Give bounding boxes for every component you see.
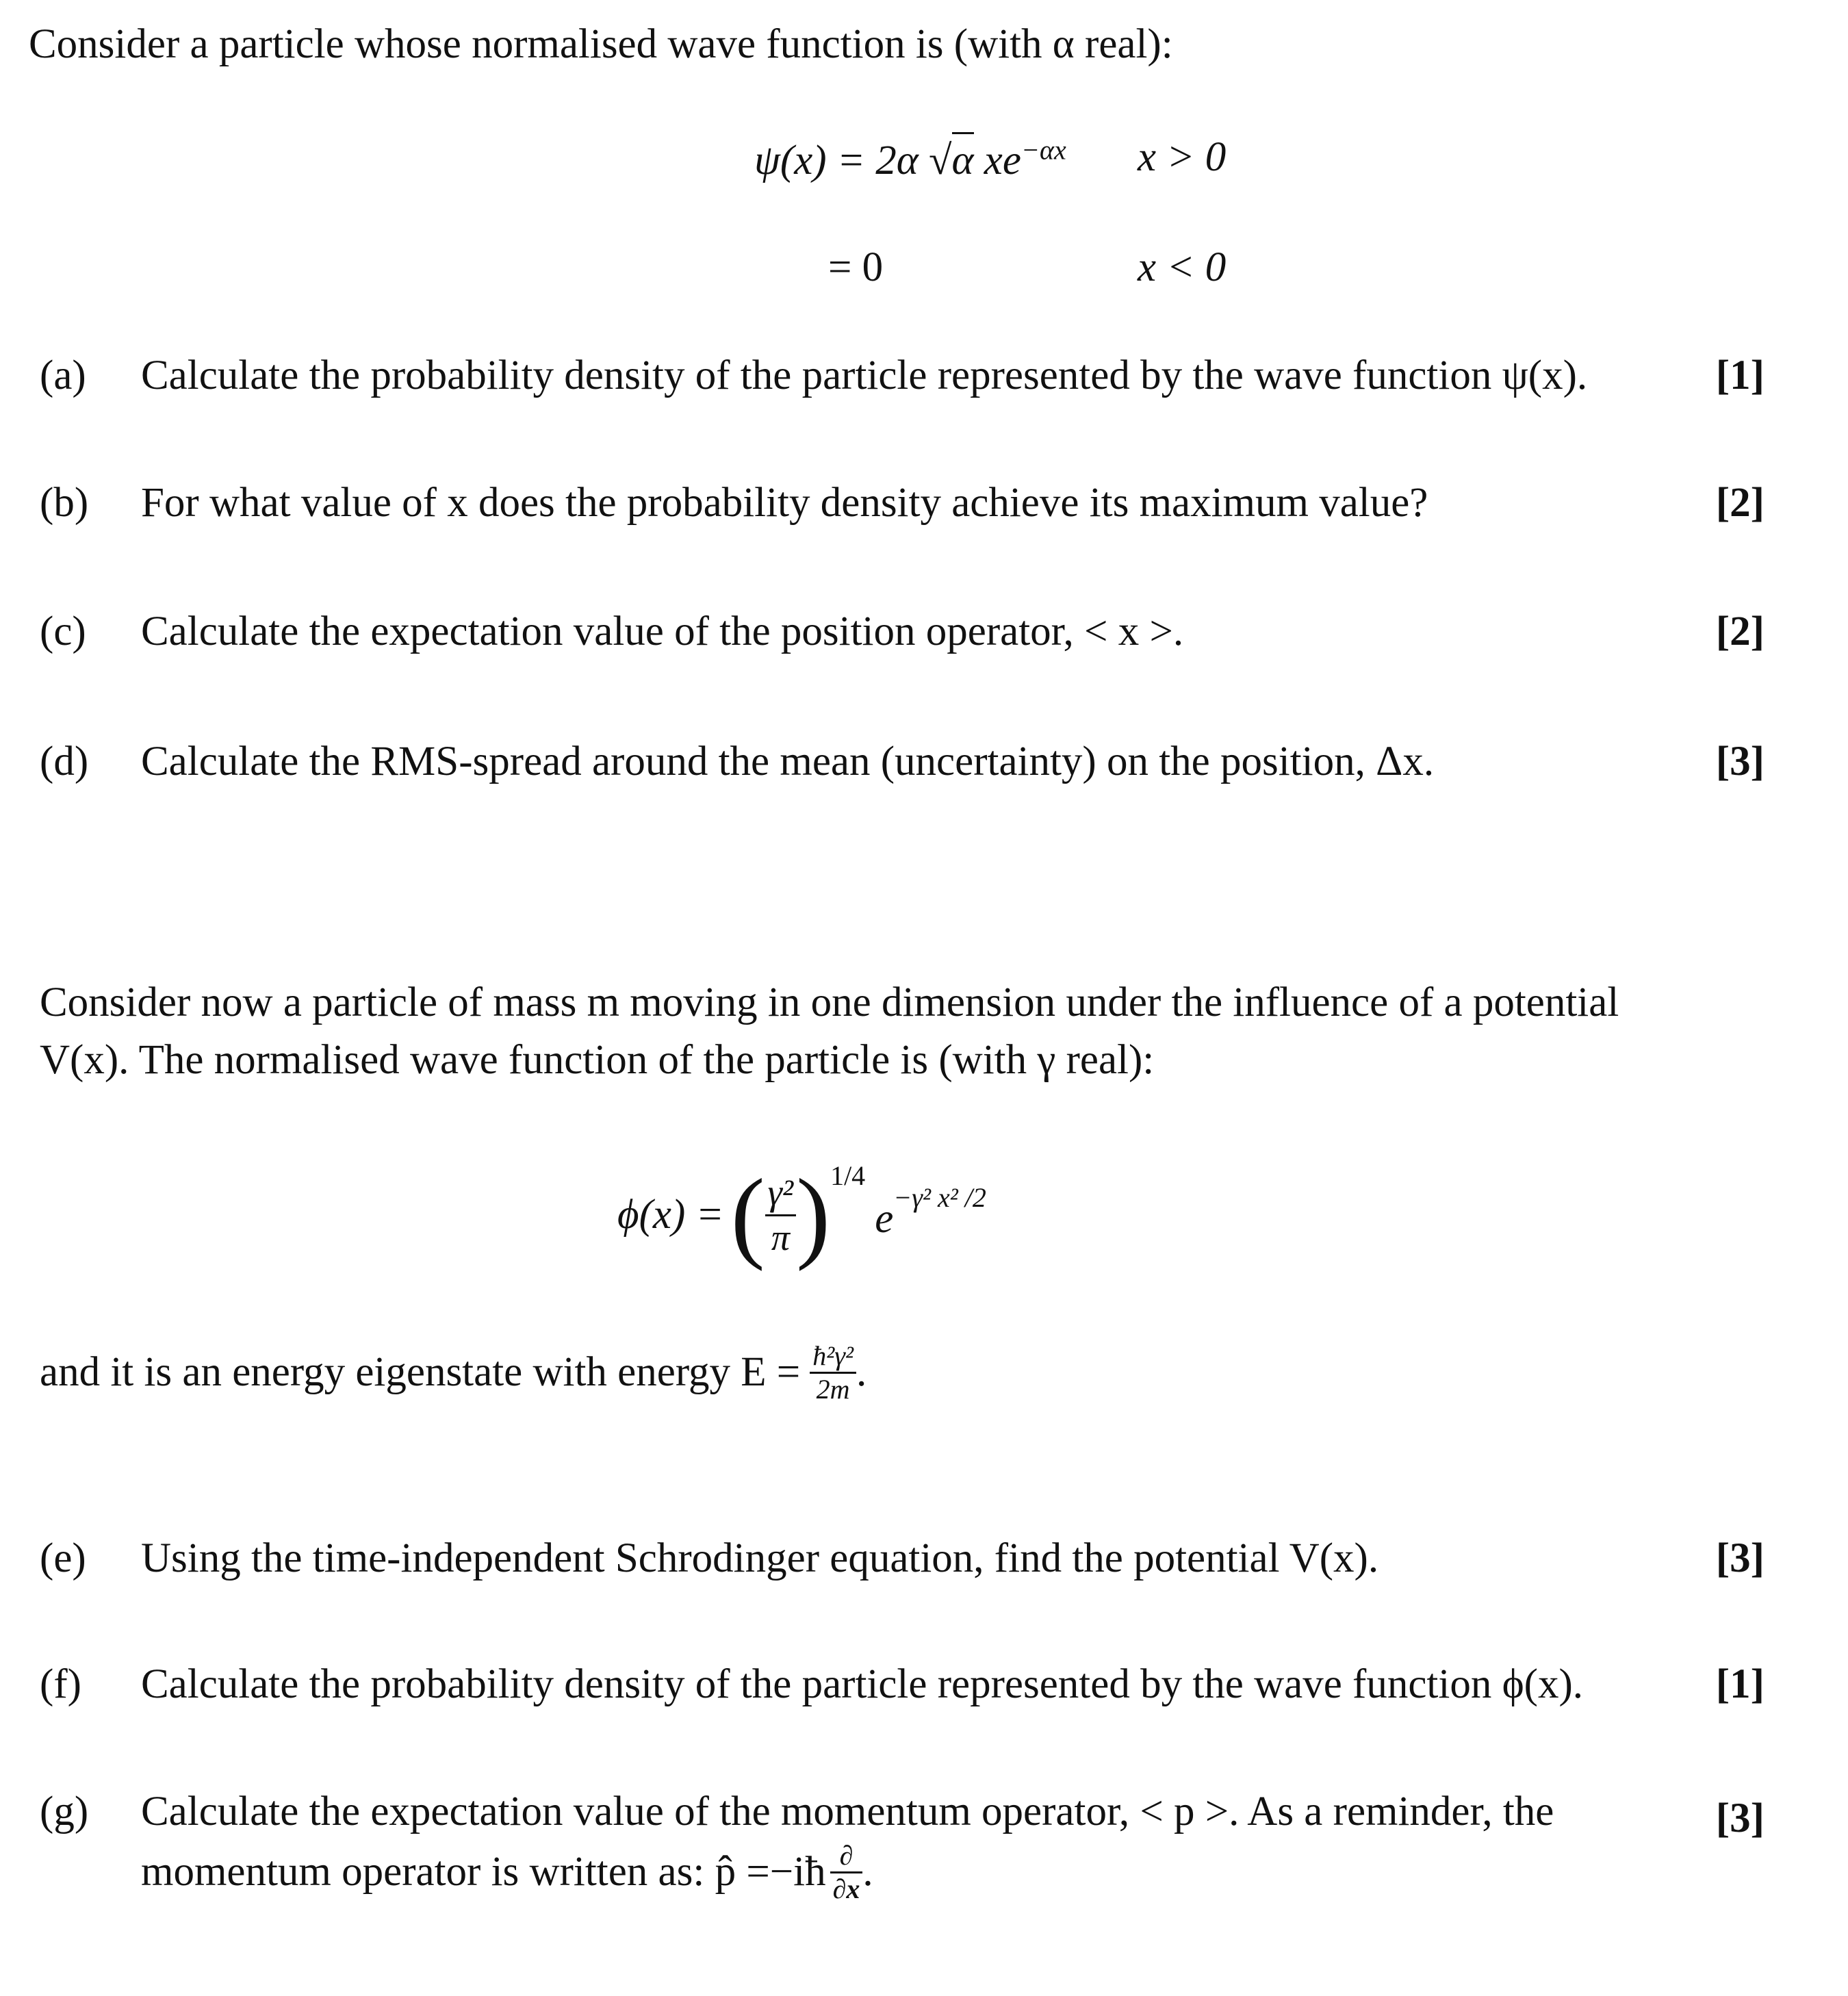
- phi-frac-num: γ²: [765, 1171, 796, 1216]
- energy-den: 2m: [816, 1373, 850, 1405]
- psi-condition-positive: x > 0: [1138, 134, 1227, 180]
- psi-condition-negative: x < 0: [1138, 244, 1227, 290]
- question-label: (a): [40, 353, 86, 398]
- question-label: (e): [40, 1535, 86, 1581]
- operator-num: ∂: [830, 1840, 863, 1873]
- energy-num: ħ²γ²: [810, 1340, 856, 1374]
- psi-equation: [754, 132, 1066, 185]
- question-text-line1: Calculate the expectation value of the momentum operator, < p >. As a reminder, the: [141, 1789, 1554, 1834]
- energy-fraction: [810, 1340, 856, 1405]
- left-paren: (: [730, 1158, 765, 1272]
- right-paren: ): [796, 1158, 831, 1272]
- sqrt-symbol: √: [929, 138, 952, 183]
- question-marks: [1]: [1715, 1661, 1764, 1707]
- question-text: Using the time-independent Schrodinger equation, find the potential V(x).: [141, 1535, 1379, 1581]
- question-label: (b): [40, 480, 89, 526]
- sqrt-argument: α: [952, 132, 974, 185]
- intro-text-2-line2: V(x). The normalised wave function of the particle is (with γ real):: [40, 1037, 1155, 1083]
- phi-exponent: −γ² x² /2: [893, 1182, 986, 1213]
- intro-text-2-line1: Consider now a particle of mass m moving in one dimension under the influence of a potential: [40, 980, 1619, 1025]
- phi-fraction: [765, 1171, 796, 1258]
- question-text: Calculate the RMS-spread around the mean (uncertainty) on the position, Δx.: [141, 739, 1435, 784]
- question-label: (c): [40, 609, 86, 654]
- question-marks: [3]: [1715, 1795, 1764, 1841]
- question-text: Calculate the probability density of the particle represented by the wave function ψ(x).: [141, 353, 1588, 398]
- energy-end: .: [856, 1349, 867, 1396]
- intro-text-1: Consider a particle whose normalised wave function is (with α real):: [29, 21, 1173, 67]
- question-marks: [3]: [1715, 739, 1764, 784]
- psi-lhs: ψ(x) = 2α: [754, 138, 919, 183]
- question-text: For what value of x does the probability density achieve its maximum value?: [141, 480, 1428, 526]
- phi-lhs: ϕ(x) =: [617, 1192, 724, 1238]
- question-text-line2: momentum operator is written as: p̂ =−iħ: [141, 1849, 826, 1895]
- energy-line: [40, 1335, 867, 1410]
- psi-exponent: −αx: [1021, 134, 1066, 166]
- phi-power: 1/4: [830, 1160, 866, 1191]
- operator-den: ∂x: [832, 1873, 860, 1904]
- question-text: Calculate the probability density of the particle represented by the wave function ϕ(x).: [141, 1661, 1584, 1707]
- question-label: (d): [40, 739, 89, 784]
- question-marks: [1]: [1715, 353, 1764, 398]
- question-label: (g): [40, 1789, 89, 1834]
- psi-zero: = 0: [828, 244, 884, 290]
- phi-frac-den: π: [771, 1216, 790, 1258]
- question-label: (f): [40, 1661, 81, 1707]
- question-marks: [2]: [1715, 480, 1764, 526]
- question-marks: [3]: [1715, 1535, 1764, 1581]
- psi-rest: xe: [984, 138, 1021, 183]
- phi-equation: [617, 1157, 986, 1273]
- momentum-operator-fraction: [830, 1840, 863, 1905]
- energy-text: and it is an energy eigenstate with energy E =: [40, 1349, 801, 1396]
- operator-end: .: [862, 1849, 873, 1895]
- question-g-line2: [141, 1834, 873, 1910]
- question-text: Calculate the expectation value of the position operator, < x >.: [141, 609, 1184, 654]
- question-marks: [2]: [1715, 609, 1764, 654]
- phi-base: e: [875, 1196, 894, 1242]
